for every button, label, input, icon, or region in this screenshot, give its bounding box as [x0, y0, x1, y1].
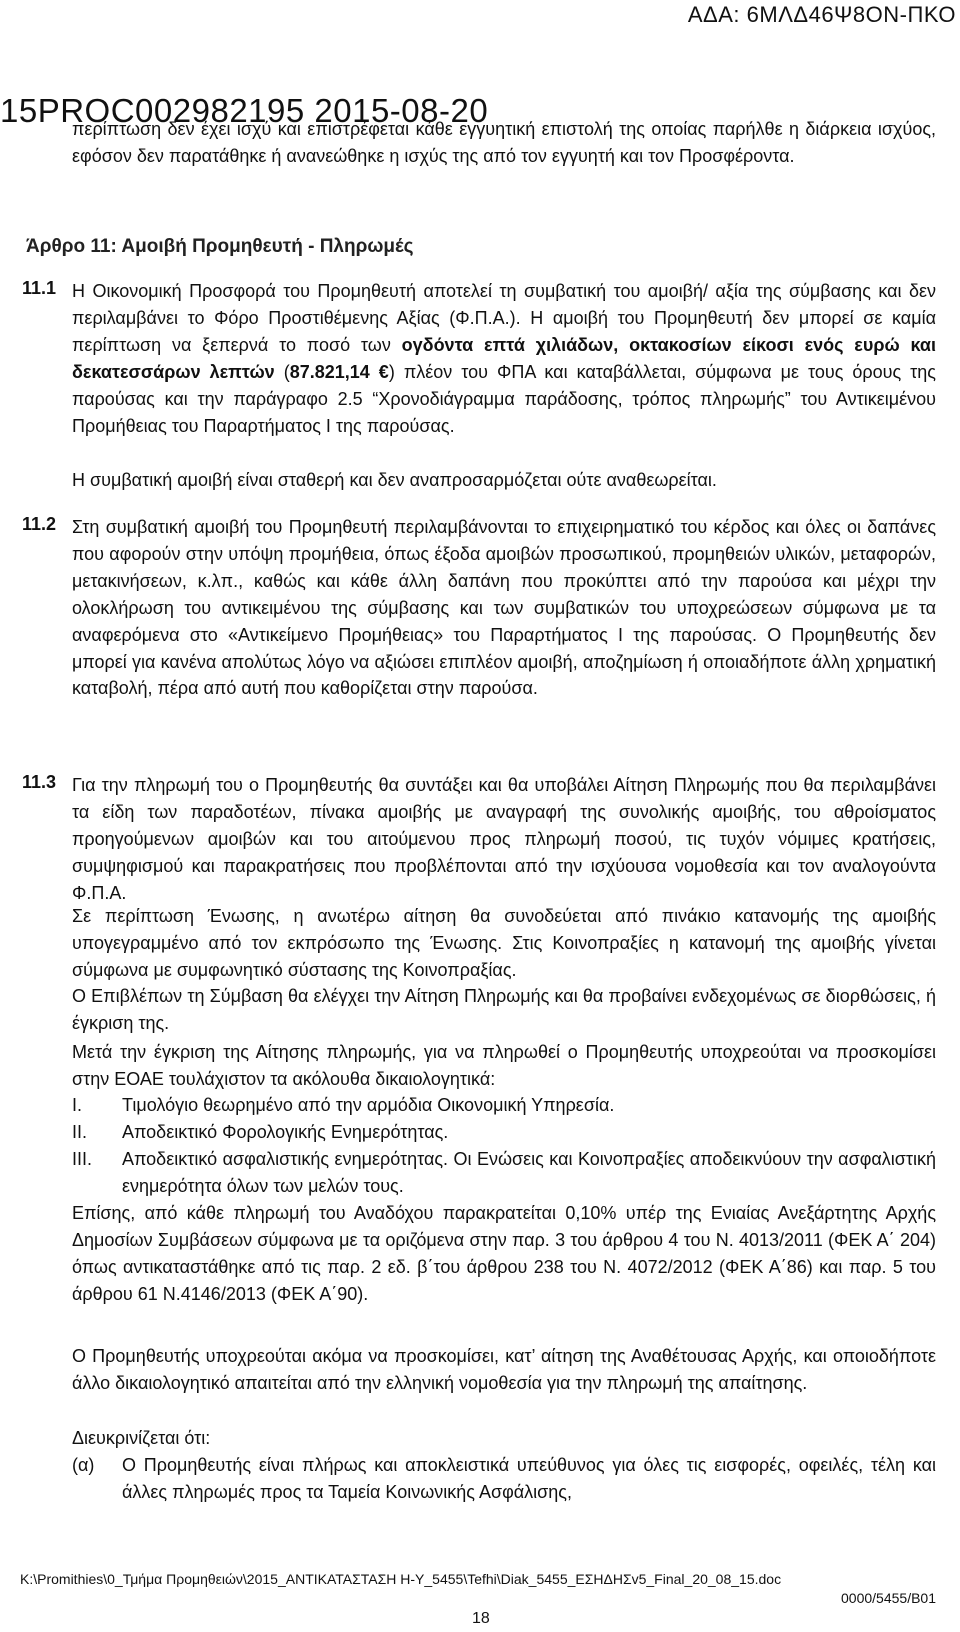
section-number-11-3: 11.3	[22, 772, 57, 792]
section-11-3-p6: Ο Προμηθευτής υποχρεούται ακόμα να προσκομίσει, κατ’ αίτηση της Αναθέτουσας Αρχής, και οποιοδήποτε άλλο δικαιολογητικό απαιτείται από την ελληνική νομοθεσία για την πληρωμή της απαίτησης.	[72, 1346, 936, 1393]
section-11-1-text	[72, 278, 936, 439]
list-item: II. Αποδεικτικό Φορολογικής Ενημερότητας.	[72, 1121, 449, 1142]
section-11-3-p7: Διευκρινίζεται ότι:	[72, 1428, 211, 1448]
section-11-3-p5: Επίσης, από κάθε πληρωμή του Αναδόχου παρακρατείται 0,10% υπέρ της Ενιαίας Ανεξάρτητης Αρχής Δημοσίων Συμβάσεων σύμφωνα με τα οριζόμενα στην παρ. 3 του άρθρου 4 του Ν. 4013/2011 (ΦΕΚ Α΄ 204) όπως αντικαταστάθηκε από τις παρ. 2 εδ. β΄του άρθρου 238 του Ν. 4072/2012 (ΦΕΚ Α΄86) και παρ. 5 του άρθρου 61 Ν.4146/2013 (ΦΕΚ Α΄90).	[72, 1203, 936, 1304]
intro-paragraph: περίπτωση δεν έχει ισχύ και επιστρέφεται κάθε εγγυητική επιστολή της οποίας παρήλθε η διάρκεια ισχύος, εφόσον δεν παρατάθηκε ή ανανεώθηκε η ισχύς της από τον εγγυητή και τον Προσφέροντα.	[72, 119, 936, 166]
footer-doc-code: 0000/5455/Β01	[841, 1590, 936, 1606]
protocol-code-header: 15PROC002982195 2015-08-20	[0, 92, 489, 129]
section-number-11-1: 11.1	[22, 278, 57, 298]
clarification-item-a	[72, 1452, 936, 1506]
article-title: Άρθρο 11: Αμοιβή Προμηθευτή - Πληρωμές	[26, 236, 414, 257]
list-item: III. Αποδεικτικό ασφαλιστικής ενημερότητας. Οι Ενώσεις και Κοινοπραξίες αποδεικνύουν την ασφαλιστική ενημερότητα όλων των μελών τους.	[72, 1148, 936, 1196]
section-11-3-p3: Ο Επιβλέπων τη Σύμβαση θα ελέγχει την Αίτηση Πληρωμής και θα προβαίνει ενδεχομένως σε διορθώσεις, ή έγκριση της.	[72, 986, 936, 1033]
s11-1-text-a: Η Οικονομική Προσφορά του Προμηθευτή αποτελεί τη συμβατική του αμοιβή/ αξία της σύμβασης και δεν περιλαμβάνει το Φόρο Προστιθέμενης Αξίας (Φ.Π.Α.). Η αμοιβή του Προμηθευτή δεν μπορεί σε καμία περίπτωση να ξεπερνά το ποσό των	[72, 281, 936, 355]
section-number-11-2: 11.2	[22, 514, 57, 534]
section-11-3-p4: Μετά την έγκριση της Αίτησης πληρωμής, για να πληρωθεί ο Προμηθευτής υποχρεούται να προσκομίσει στην ΕΟΑΕ τουλάχιστον τα ακόλουθα δικαιολογητικά:	[72, 1042, 936, 1089]
section-11-1-line2: Η συμβατική αμοιβή είναι σταθερή και δεν αναπροσαρμόζεται ούτε αναθεωρείται.	[72, 470, 717, 490]
section-11-2-text: Στη συμβατική αμοιβή του Προμηθευτή περιλαμβάνονται το επιχειρηματικό του κέρδος και όλες οι δαπάνες που αφορούν στην υπόψη προμήθεια, όπως έξοδα αμοιβών προσωπικού, προμηθειών υλικών, μεταφορών, μετακινήσεων, κ.λπ., καθώς και κάθε άλλη δαπάνη που προκύπτει από την παρούσα και μέχρι την ολοκλήρωση του αντικειμένου της σύμβασης και των συμβατικών του υποχρεώσεων σύμφωνα με τα αναφερόμενα στο «Αντικείμενο Προμήθειας» του Παραρτήματος Ι της παρούσας. Ο Προμηθευτής δεν μπορεί για κανένα απολύτως λόγο να αξιώσει επιπλέον αμοιβή, αποζημίωση ή οποιαδήποτε άλλη χρηματική καταβολή, πέρα από αυτή που καθορίζεται στην παρούσα.	[72, 517, 936, 699]
footer-file-path: K:\Promithies\0_Τμήμα Προμηθειών\2015_ΑΝΤΙΚΑΤΑΣΤΑΣΗ Η-Υ_5455\Tefhi\Diak_5455_ΕΣΗΔΗΣv5_Final_20_08_15.doc	[20, 1571, 782, 1587]
s11-1-text-c: ) πλέον του ΦΠΑ και καταβάλλεται, σύμφωνα με τους όρους της παρούσας και την παράγραφο 2.5 “Χρονοδιάγραμμα παράδοσης, τρόπος πληρωμής” του Αντικειμένου Προμήθειας του Παραρτήματος Ι της παρούσας.	[72, 361, 936, 436]
s11-1-amount-number: 87.821,14	[289, 361, 370, 382]
list-item: I. Τιμολόγιο θεωρημένο από την αρμόδια Οικονομική Υπηρεσία.	[72, 1095, 615, 1115]
section-11-3-p2: Σε περίπτωση Ένωσης, η ανωτέρω αίτηση θα συνοδεύεται από πινάκιο κατανομής της αμοιβής υπογεγραμμένο από τον εκπρόσωπο της Ένωσης. Στις Κοινοπραξίες η κατανομή της αμοιβής γίνεται σύμφωνα με συμφωνητικό σύστασης της Κοινοπραξίας.	[72, 906, 936, 980]
s11-1-amount-words: ογδόντα επτά χιλιάδων, οκτακοσίων είκοσι ενός ευρώ και δεκατεσσάρων λεπτών	[72, 334, 936, 382]
documents-list	[72, 1092, 936, 1200]
item-a-text: Ο Προμηθευτής είναι πλήρως και αποκλειστικά υπεύθυνος για όλες τις εισφορές, οφειλές, τέλη και άλλες πληρωμές προς τα Ταμεία Κοινωνικής Ασφάλισης,	[122, 1455, 936, 1502]
euro-symbol: €	[378, 361, 389, 382]
ada-header: ΑΔΑ: 6ΜΛΔ46Ψ8ΟΝ-ΠΚΟ	[687, 2, 956, 27]
section-11-3-p1: Για την πληρωμή του ο Προμηθευτής θα συντάξει και θα υποβάλει Αίτηση Πληρωμής που θα περιλαμβάνει τα είδη των παραδοτέων, πίνακα αμοιβής με αναγραφή της συνολικής αμοιβής, του αθροίσματος προηγούμενων αμοιβών και του αιτούμενου προς πληρωμή ποσού, τις τυχόν νόμιμες κρατήσεις, συμψηφισμού και παρακρατήσεις που προβλέπονται από την ισχύουσα νομοθεσία και τον αναλογούντα Φ.Π.Α.	[72, 775, 936, 903]
page-number: 18	[472, 1610, 490, 1627]
s11-1-text-b: (	[274, 361, 290, 382]
item-a-label: (α)	[72, 1455, 95, 1475]
